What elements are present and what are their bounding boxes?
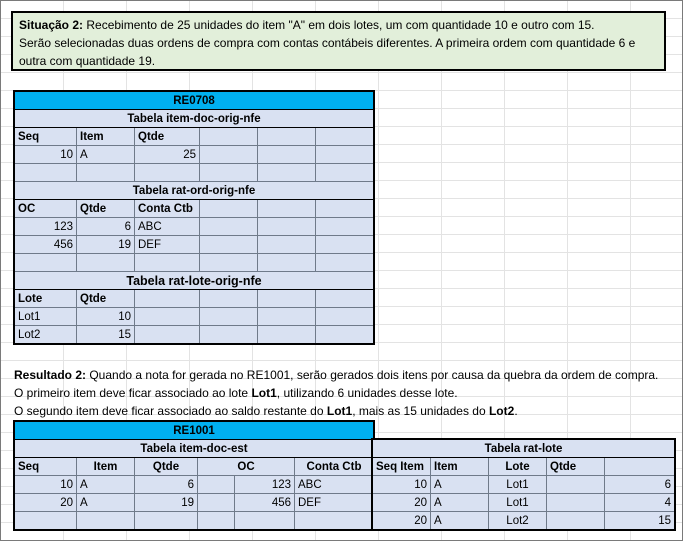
empty-cell [235, 512, 295, 530]
col-conta-ctb: Conta Ctb [295, 458, 374, 476]
empty-cell [316, 236, 374, 254]
resultado-text-1: Quando a nota for gerada no RE1001, serão gerados dois itens por causa da quebra da ordem de compra. [86, 368, 659, 382]
empty-cell [77, 164, 135, 182]
empty-cell [200, 290, 258, 308]
empty-cell [258, 254, 316, 272]
empty-cell [200, 308, 258, 326]
empty-cell [200, 146, 258, 164]
empty-cell [15, 512, 77, 530]
table-row [15, 326, 374, 344]
re0708-title: RE0708 [15, 92, 374, 110]
empty-cell [135, 308, 200, 326]
empty-cell [258, 218, 316, 236]
cell-qtde: 25 [135, 146, 200, 164]
col-lote: Lote [489, 458, 547, 476]
resultado-text [14, 366, 674, 420]
table-row [15, 236, 374, 254]
col-qtde: Qtde [547, 458, 605, 476]
col-seq: Seq [15, 458, 77, 476]
resultado-text-3a: O segundo item deve ficar associado ao saldo restante do [14, 404, 327, 418]
cell-item: A [431, 512, 489, 530]
cell-seq: 10 [373, 476, 431, 494]
col-lote: Lote [15, 290, 77, 308]
empty-cell [316, 200, 374, 218]
empty-cell [198, 512, 235, 530]
rat-ord-orig-title: Tabela rat-ord-orig-nfe [15, 182, 374, 200]
col-oc: OC [198, 458, 295, 476]
cell-qtde: 19 [135, 494, 198, 512]
cell-conta: ABC [295, 476, 374, 494]
table-row [373, 494, 675, 512]
empty-cell [135, 326, 200, 344]
item-doc-orig-title: Tabela item-doc-orig-nfe [15, 110, 374, 128]
resultado-text-2c: , utilizando 6 unidades desse lote. [276, 386, 458, 400]
cell-item: A [77, 494, 135, 512]
re0708-table [14, 91, 374, 344]
cell-conta: DEF [135, 236, 200, 254]
cell-oc: 123 [235, 476, 295, 494]
cell-seq: 10 [15, 146, 77, 164]
col-seq: Seq [15, 128, 77, 146]
empty-cell [135, 254, 200, 272]
empty-cell [200, 200, 258, 218]
rat-lote-orig-title: Tabela rat-lote-orig-nfe [15, 272, 374, 290]
cell-qtde: 15 [77, 326, 135, 344]
empty-cell [258, 146, 316, 164]
empty-cell [258, 290, 316, 308]
empty-cell [198, 476, 235, 494]
empty-cell [77, 254, 135, 272]
resultado-text-3e: . [514, 404, 518, 418]
table-row [373, 476, 675, 494]
empty-cell [200, 164, 258, 182]
cell-item: A [77, 476, 135, 494]
table-row [15, 218, 374, 236]
cell-qtde: 6 [605, 476, 675, 494]
resultado-text-2a: O primeiro item deve ficar associado ao lote [14, 386, 252, 400]
cell-qtde: 15 [605, 512, 675, 530]
resultado-line-2 [14, 384, 674, 402]
resultado-lot-ref: Lot1 [326, 404, 353, 418]
col-oc: OC [15, 200, 77, 218]
empty-cell [258, 308, 316, 326]
col-item: Item [431, 458, 489, 476]
cell-conta: DEF [295, 494, 374, 512]
cell-lote: Lot2 [15, 326, 77, 344]
cell-oc: 456 [235, 494, 295, 512]
situacao-label: Situação 2: [19, 18, 84, 32]
re1001-item-doc-est-table [14, 421, 374, 530]
item-doc-est-title: Tabela item-doc-est [15, 440, 374, 458]
table-row [15, 308, 374, 326]
situacao-box [11, 11, 666, 71]
resultado-line-1 [14, 366, 674, 384]
cell-seq: 20 [373, 512, 431, 530]
empty-cell [258, 128, 316, 146]
empty-cell [135, 290, 200, 308]
empty-cell [316, 128, 374, 146]
empty-cell [316, 290, 374, 308]
cell-oc: 456 [15, 236, 77, 254]
cell-lote: Lot2 [489, 512, 547, 530]
cell-qtde: 6 [135, 476, 198, 494]
resultado-lot-ref: Lot1 [251, 386, 277, 400]
empty-cell [258, 200, 316, 218]
empty-cell [15, 254, 77, 272]
col-item: Item [77, 128, 135, 146]
situacao-line-3: outra com quantidade 19. [19, 54, 156, 68]
empty-cell [258, 236, 316, 254]
cell-qtde: 4 [605, 494, 675, 512]
col-seq-item: Seq Item [373, 458, 431, 476]
empty-cell [295, 512, 374, 530]
empty-cell [316, 218, 374, 236]
table-row [15, 146, 374, 164]
empty-cell [316, 254, 374, 272]
table-row [15, 476, 374, 494]
cell-conta: ABC [135, 218, 200, 236]
cell-item: A [77, 146, 135, 164]
re1001-rat-lote-table [372, 439, 675, 530]
empty-cell [316, 164, 374, 182]
col-qtde: Qtde [135, 458, 198, 476]
empty-cell [547, 494, 605, 512]
empty-cell [547, 512, 605, 530]
empty-cell [200, 236, 258, 254]
cell-seq: 20 [373, 494, 431, 512]
col-conta-ctb: Conta Ctb [135, 200, 200, 218]
cell-item: A [431, 494, 489, 512]
cell-qtde: 10 [77, 308, 135, 326]
cell-lote: Lot1 [489, 476, 547, 494]
empty-cell [135, 164, 200, 182]
empty-cell [200, 254, 258, 272]
empty-cell [77, 512, 135, 530]
resultado-line-3 [14, 402, 674, 420]
empty-cell [316, 146, 374, 164]
empty-cell [198, 494, 235, 512]
cell-oc: 123 [15, 218, 77, 236]
cell-qtde: 19 [77, 236, 135, 254]
situacao-line-1 [19, 16, 658, 34]
cell-seq: 20 [15, 494, 77, 512]
empty-cell [258, 164, 316, 182]
empty-cell [547, 476, 605, 494]
empty-cell [200, 218, 258, 236]
rat-lote-title: Tabela rat-lote [373, 440, 675, 458]
empty-cell [135, 512, 198, 530]
table-row [373, 512, 675, 530]
empty-cell [15, 164, 77, 182]
resultado-label: Resultado 2: [14, 368, 87, 382]
situacao-text-1: Recebimento de 25 unidades do item "A" em dois lotes, um com quantidade 10 e outro com 15. [83, 18, 595, 32]
empty-cell [200, 128, 258, 146]
re1001-title: RE1001 [15, 422, 374, 440]
empty-cell [605, 458, 675, 476]
empty-cell [316, 326, 374, 344]
empty-cell [258, 326, 316, 344]
table-row [15, 494, 374, 512]
col-item: Item [77, 458, 135, 476]
col-qtde: Qtde [77, 200, 135, 218]
resultado-text-3c: , mais as 15 unidades do [352, 404, 489, 418]
col-qtde: Qtde [135, 128, 200, 146]
situacao-line-2: Serão selecionadas duas ordens de compra com contas contábeis diferentes. A primeira ordem com quantidade 6 e [19, 36, 636, 50]
cell-lote: Lot1 [15, 308, 77, 326]
col-qtde: Qtde [77, 290, 135, 308]
cell-item: A [431, 476, 489, 494]
empty-cell [316, 308, 374, 326]
resultado-lot-ref: Lot2 [488, 404, 515, 418]
cell-seq: 10 [15, 476, 77, 494]
cell-lote: Lot1 [489, 494, 547, 512]
cell-qtde: 6 [77, 218, 135, 236]
empty-cell [200, 326, 258, 344]
